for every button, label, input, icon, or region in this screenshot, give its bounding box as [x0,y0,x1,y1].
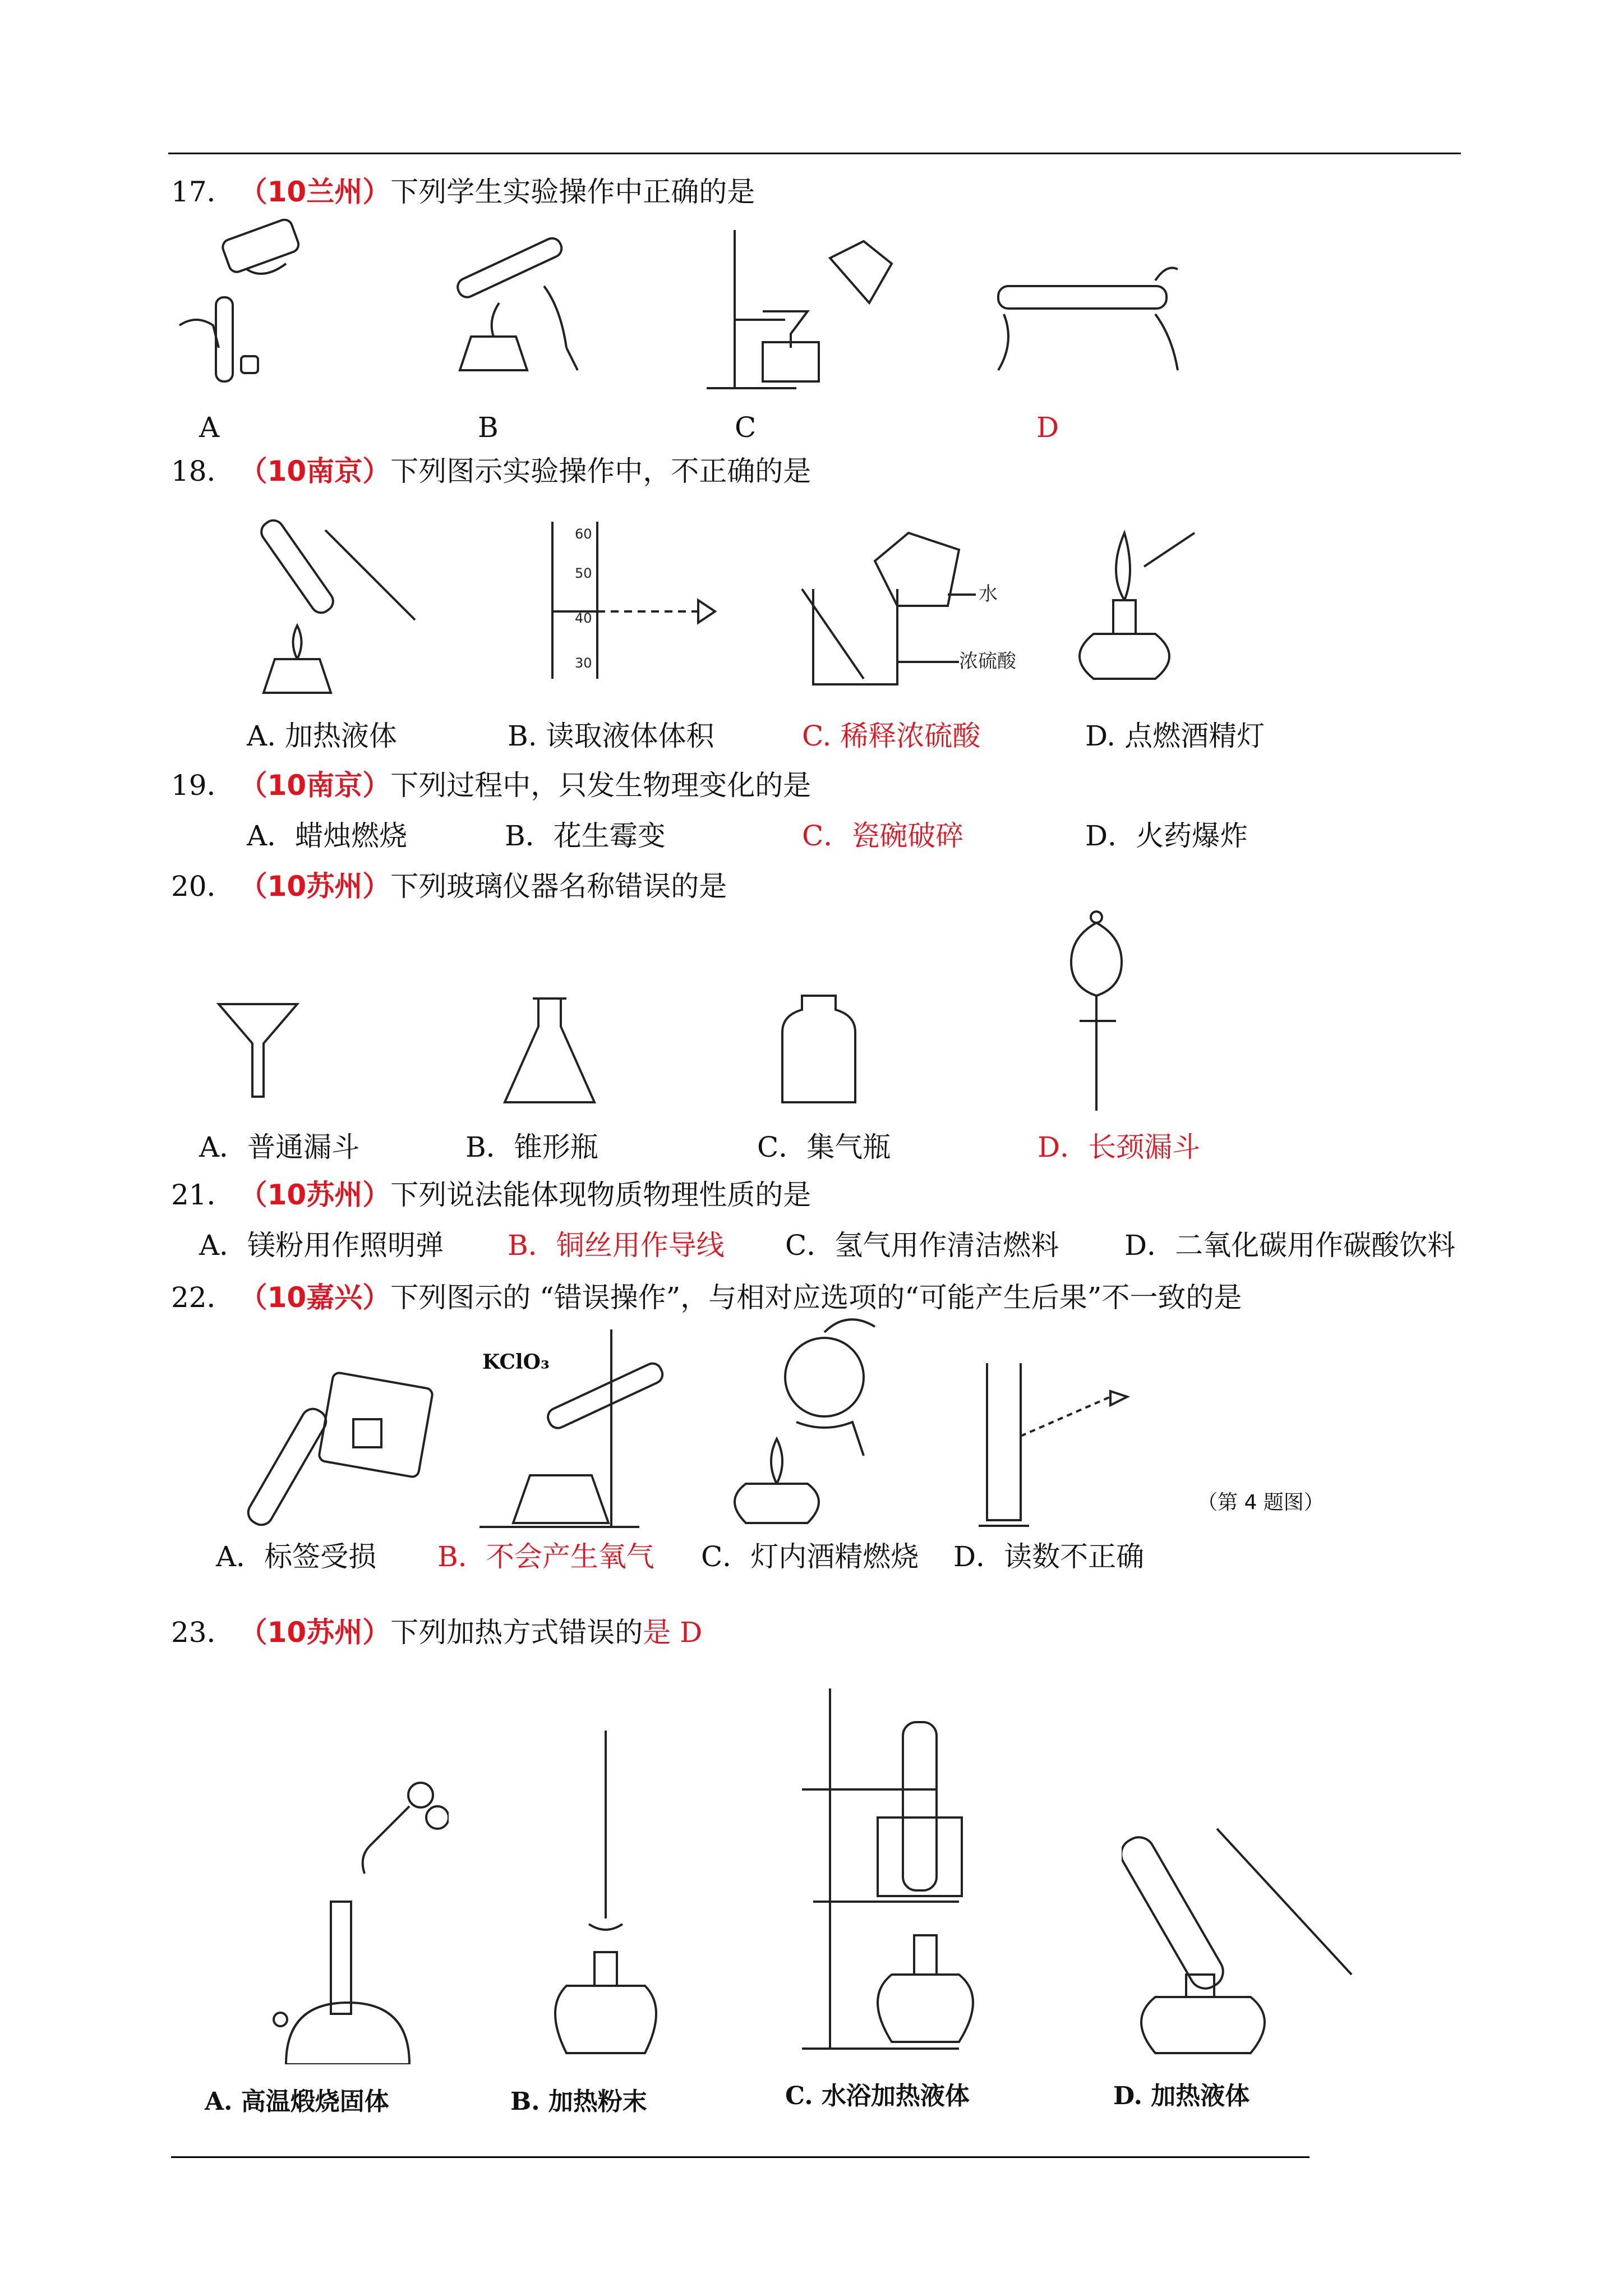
q18-figure-c-diluting-acid [796,527,1032,690]
q23-figure-c-water-bath [796,1677,987,2059]
q20-figure-c-gas-bottle [780,993,858,1108]
q18-figure-b-reading-cylinder [536,516,726,684]
q22-figure-b-heating-kclo3 [477,1324,690,1531]
top-rule [168,153,1461,154]
question-22: 22． （10嘉兴）下列图示的 “错误操作”，与相对应选项的“可能产生后果”不一致的是 [171,1281,1242,1314]
question-23: 23． （10苏州）下列加热方式错误的是 D [171,1616,703,1649]
q18-option-d: D. 点燃酒精灯 [1085,720,1265,752]
q17-option-a: A [199,411,220,444]
q17-option-b: B [478,411,499,444]
q20-option-a: A．普通漏斗 [199,1131,360,1163]
q23-figure-label-b: B. 加热粉末 [510,2087,647,2116]
q19-option-b: B．花生霉变 [505,820,666,852]
svg-text:50: 50 [575,565,592,581]
question-20: 20． （10苏州）下列玻璃仪器名称错误的是 [171,870,727,903]
q19-option-c-answer: C．瓷碗破碎 [802,820,964,852]
q18-option-a: A. 加热液体 [247,720,397,752]
q19-option-a: A．蜡烛燃烧 [247,820,408,852]
question-17: 17． （10兰州）下列学生实验操作中正确的是 [171,176,755,208]
q17-figure-b-heating-tube [437,219,606,387]
q17-figure-a-pouring-liquid [168,219,325,387]
q22-figure-a-pouring [241,1369,449,1526]
svg-text:60: 60 [575,526,592,542]
q22-figure-c-blowing-lamp [723,1315,892,1529]
question-21: 21． （10苏州）下列说法能体现物质物理性质的是 [171,1179,811,1211]
svg-text:KClO₃: KClO₃ [482,1350,550,1374]
q23-figure-d-heating-liquid [1122,1806,1363,2059]
q23-figure-label-a: A. 高温煅烧固体 [205,2087,389,2116]
q21-option-c: C．氢气用作清洁燃料 [785,1229,1059,1262]
q22-option-a: A．标签受损 [216,1540,377,1573]
svg-text:水: 水 [979,583,998,605]
q18-option-b: B. 读取液体体积 [508,720,714,752]
q17-option-c: C [735,411,757,444]
q21-option-b-answer: B．铜丝用作导线 [508,1229,725,1262]
bottom-rule [171,2156,1310,2158]
svg-text:30: 30 [575,655,592,671]
q17-figure-d-shaking-tube [987,252,1189,376]
q23-figure-label-c: C. 水浴加热液体 [785,2082,970,2110]
q17-option-d-answer: D [1036,411,1059,444]
question-18: 18． （10南京）下列图示实验操作中，不正确的是 [171,455,811,487]
q18-figure-a-heating-liquid [241,508,426,698]
svg-text:浓硫酸: 浓硫酸 [959,650,1016,673]
q22-option-b-answer: B．不会产生氧气 [437,1540,654,1573]
q19-option-d: D．火药爆炸 [1085,820,1248,852]
q22-figure-caption: （第 4 题图） [1197,1491,1324,1514]
q22-option-d: D．读数不正确 [953,1540,1145,1573]
q23-figure-a-high-temp-burning [264,1773,449,2064]
q20-option-d-answer: D．长颈漏斗 [1038,1131,1201,1163]
q23-figure-label-d: D. 加热液体 [1113,2082,1250,2110]
q23-figure-b-heating-powder [544,1728,667,2064]
q20-option-b: B．锥形瓶 [465,1131,598,1163]
q21-option-d: D．二氧化碳用作碳酸饮料 [1124,1229,1456,1262]
q21-option-a: A．镁粉用作照明弹 [199,1229,444,1262]
q17-figure-c-filtering [701,224,903,393]
q20-figure-a-funnel [216,999,300,1099]
q22-option-c: C．灯内酒精燃烧 [701,1540,919,1573]
q18-option-c-answer: C. 稀释浓硫酸 [802,720,981,752]
q20-figure-d-separatory-funnel [1066,909,1127,1116]
q18-figure-d-lighting-lamp [1060,522,1200,690]
q22-figure-d-reading-cylinder [976,1358,1133,1531]
question-19: 19． （10南京）下列过程中，只发生物理变化的是 [171,769,811,802]
svg-text:40: 40 [575,610,592,626]
q20-figure-b-conical-flask [502,996,597,1108]
q20-option-c: C．集气瓶 [757,1131,891,1163]
